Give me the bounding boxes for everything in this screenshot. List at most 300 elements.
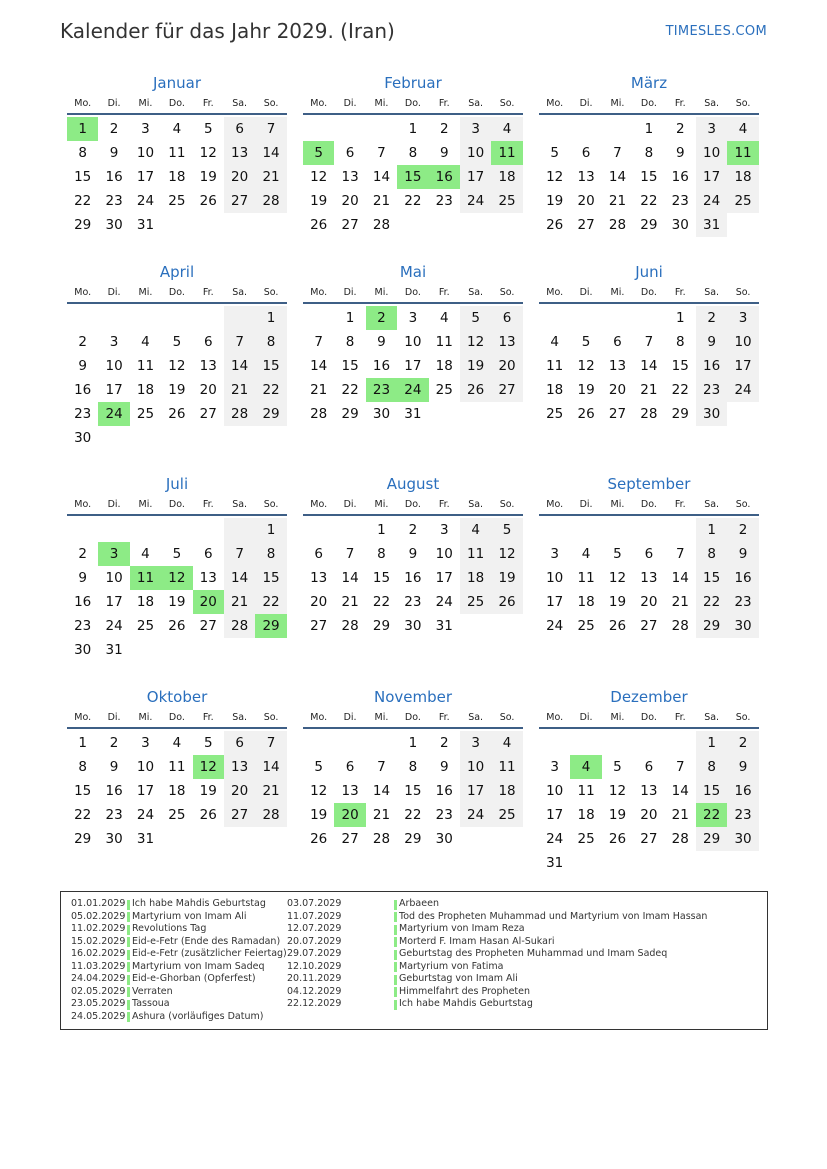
empty-cell <box>602 518 633 542</box>
day-cell: 27 <box>199 618 217 634</box>
day-cell: 4 <box>439 310 449 326</box>
day-cell: 21 <box>224 378 255 402</box>
day-cell: 30 <box>74 642 92 658</box>
day-grid <box>539 306 759 426</box>
holiday-day-cell: 29 <box>255 614 286 638</box>
day-cell: 5 <box>172 546 182 562</box>
day-cell: 20 <box>341 193 359 209</box>
day-cell: 28 <box>341 618 359 634</box>
empty-cell <box>193 518 224 542</box>
day-cell: 25 <box>136 406 155 422</box>
day-cell: 8 <box>408 759 418 775</box>
day-cell: 5 <box>203 735 213 751</box>
day-cell: 16 <box>727 566 758 590</box>
day-cell: 24 <box>136 807 155 823</box>
day-cell: 8 <box>675 334 685 350</box>
day-cell: 25 <box>491 189 522 213</box>
day-cell: 13 <box>341 169 359 185</box>
day-cell: 6 <box>581 145 591 161</box>
day-cell: 8 <box>408 145 418 161</box>
holiday-date: 04.12.2029 <box>287 985 342 997</box>
day-cell: 30 <box>74 430 92 446</box>
weekday-label: Sa. <box>468 287 484 298</box>
holiday-date: 29.07.2029 <box>287 948 342 959</box>
month-name: April <box>159 263 195 281</box>
weekday-label: Do. <box>640 287 657 298</box>
weekday-label: Di. <box>107 98 121 109</box>
weekday-label: Mi. <box>138 287 153 298</box>
day-cell: 12 <box>460 330 491 354</box>
holiday-date: 11.02.2029 <box>71 923 126 934</box>
day-cell: 30 <box>105 217 123 233</box>
day-cell: 24 <box>105 618 123 634</box>
day-cell: 16 <box>74 594 92 610</box>
day-cell: 24 <box>696 189 727 213</box>
month-april <box>67 262 287 450</box>
empty-cell <box>570 731 601 755</box>
weekday-header <box>67 282 287 304</box>
day-cell: 3 <box>550 759 559 775</box>
day-cell: 17 <box>727 354 758 378</box>
day-cell: 4 <box>491 731 522 755</box>
weekday-header <box>303 93 523 115</box>
day-cell: 24 <box>460 189 491 213</box>
day-cell: 11 <box>435 334 453 350</box>
day-cell: 8 <box>345 334 355 350</box>
day-cell: 12 <box>546 169 564 185</box>
day-cell: 31 <box>435 618 453 634</box>
weekday-header <box>539 707 759 729</box>
weekday-label: Mo. <box>310 712 328 723</box>
day-cell: 28 <box>671 618 689 634</box>
day-cell: 5 <box>203 121 213 137</box>
holiday-name: Arbaeen <box>399 898 439 909</box>
day-cell: 2 <box>78 334 87 350</box>
day-cell: 6 <box>203 334 213 350</box>
day-cell: 5 <box>613 546 622 562</box>
day-cell: 13 <box>224 141 255 165</box>
weekday-label: Mo. <box>74 287 92 298</box>
day-cell: 18 <box>546 382 564 398</box>
day-cell: 31 <box>105 642 123 658</box>
holiday-name: Eid-e-Ghorban (Opferfest) <box>132 973 256 984</box>
day-cell: 4 <box>550 334 559 350</box>
day-cell: 21 <box>608 193 627 209</box>
day-cell: 23 <box>727 590 758 614</box>
day-cell: 28 <box>671 831 689 847</box>
holiday-name: Tassoua <box>132 998 170 1009</box>
weekday-label: Fr. <box>674 499 686 510</box>
day-cell: 7 <box>377 145 386 161</box>
weekday-label: So. <box>735 287 751 298</box>
weekday-label: So. <box>263 712 279 723</box>
day-cell: 23 <box>671 193 689 209</box>
weekday-label: Do. <box>404 712 421 723</box>
holiday-name: Ich habe Mahdis Geburtstag <box>399 998 533 1009</box>
day-cell: 26 <box>310 217 328 233</box>
empty-cell <box>161 518 192 542</box>
day-cell: 28 <box>255 189 286 213</box>
weekday-label: Fr. <box>202 98 214 109</box>
holiday-date: 12.10.2029 <box>287 960 342 972</box>
day-cell: 19 <box>168 382 186 398</box>
day-cell: 27 <box>310 618 328 634</box>
day-cell: 17 <box>460 165 491 189</box>
day-cell: 15 <box>255 566 286 590</box>
holiday-marker <box>394 987 397 997</box>
weekday-label: Mo. <box>310 98 328 109</box>
day-cell: 28 <box>608 217 627 233</box>
holiday-marker <box>394 937 397 947</box>
day-cell: 29 <box>671 406 689 422</box>
month-juni <box>539 262 759 426</box>
empty-cell <box>539 731 570 755</box>
weekday-label: Fr. <box>674 287 686 298</box>
empty-cell <box>539 117 570 141</box>
day-cell: 12 <box>310 169 328 185</box>
day-cell: 7 <box>675 759 685 775</box>
weekday-label: Mo. <box>74 499 92 510</box>
day-cell: 11 <box>136 358 155 374</box>
holiday-name: Himmelfahrt des Propheten <box>399 985 531 997</box>
day-cell: 25 <box>491 803 522 827</box>
weekday-label: Di. <box>343 287 357 298</box>
day-grid <box>67 306 287 450</box>
day-cell: 7 <box>255 731 286 755</box>
holiday-marker <box>394 925 397 935</box>
day-cell: 28 <box>255 803 286 827</box>
holiday-date: 11.03.2029 <box>71 960 126 972</box>
day-cell: 21 <box>255 165 286 189</box>
day-cell: 20 <box>608 382 627 398</box>
day-cell: 10 <box>105 570 123 586</box>
empty-cell <box>67 306 98 330</box>
weekday-label: Di. <box>107 499 121 510</box>
day-cell: 5 <box>613 759 622 775</box>
day-cell: 2 <box>78 546 87 562</box>
day-cell: 3 <box>460 117 491 141</box>
holiday-marker <box>394 1000 397 1010</box>
day-grid <box>67 731 287 851</box>
day-cell: 9 <box>439 145 449 161</box>
day-cell: 14 <box>372 169 391 185</box>
holiday-day-cell: 23 <box>366 378 397 402</box>
day-cell: 16 <box>696 354 727 378</box>
day-cell: 1 <box>345 310 355 326</box>
month-name: Juni <box>635 263 663 281</box>
day-cell: 6 <box>224 117 255 141</box>
brand-link[interactable]: TIMESLES.COM <box>665 24 767 39</box>
month-august <box>303 474 523 638</box>
month-juli <box>67 474 287 662</box>
day-cell: 6 <box>644 546 654 562</box>
day-cell: 19 <box>546 193 564 209</box>
day-cell: 18 <box>491 779 522 803</box>
weekday-label: Mi. <box>374 712 389 723</box>
day-cell: 24 <box>546 831 564 847</box>
day-cell: 9 <box>109 759 119 775</box>
day-cell: 9 <box>377 334 386 350</box>
day-cell: 3 <box>727 306 758 330</box>
day-cell: 25 <box>577 618 595 634</box>
day-cell: 2 <box>439 121 449 137</box>
day-cell: 2 <box>439 735 449 751</box>
weekday-label: Mo. <box>546 287 564 298</box>
day-cell: 17 <box>136 169 155 185</box>
day-cell: 23 <box>435 193 453 209</box>
day-cell: 13 <box>341 783 359 799</box>
day-cell: 18 <box>460 566 491 590</box>
day-cell: 3 <box>460 731 491 755</box>
day-cell: 9 <box>675 145 685 161</box>
day-cell: 12 <box>491 542 522 566</box>
day-cell: 29 <box>372 618 391 634</box>
weekday-label: Mi. <box>374 499 389 510</box>
day-cell: 14 <box>608 169 627 185</box>
weekday-label: Di. <box>579 499 593 510</box>
day-cell: 29 <box>696 827 727 851</box>
empty-cell <box>366 117 397 141</box>
day-cell: 22 <box>696 590 727 614</box>
day-cell: 14 <box>341 570 359 586</box>
holiday-day-cell: 11 <box>491 141 522 165</box>
month-name: Dezember <box>610 688 688 706</box>
day-cell: 31 <box>546 855 564 871</box>
weekday-label: Mo. <box>310 499 328 510</box>
day-cell: 12 <box>310 783 328 799</box>
day-cell: 29 <box>696 614 727 638</box>
weekday-label: So. <box>499 98 515 109</box>
holiday-date: 20.07.2029 <box>287 935 342 947</box>
day-cell: 4 <box>727 117 758 141</box>
weekday-label: Sa. <box>704 287 720 298</box>
day-grid <box>303 518 523 638</box>
holiday-marker <box>127 912 130 922</box>
day-cell: 30 <box>727 827 758 851</box>
day-cell: 28 <box>310 406 328 422</box>
day-cell: 27 <box>640 831 658 847</box>
month-name: September <box>607 475 691 493</box>
day-cell: 10 <box>404 334 422 350</box>
weekday-label: Mi. <box>610 499 625 510</box>
weekday-label: Di. <box>107 712 121 723</box>
day-cell: 15 <box>74 169 92 185</box>
weekday-label: Do. <box>404 499 421 510</box>
weekday-label: So. <box>263 287 279 298</box>
day-cell: 13 <box>577 169 595 185</box>
day-cell: 18 <box>435 358 453 374</box>
day-cell: 1 <box>78 735 87 751</box>
day-cell: 20 <box>491 354 522 378</box>
day-cell: 24 <box>136 193 155 209</box>
empty-cell <box>193 306 224 330</box>
weekday-label: Do. <box>640 712 657 723</box>
holiday-name: Eid-e-Fetr (Ende des Ramadan) <box>132 935 281 947</box>
holiday-date: 16.02.2029 <box>71 948 126 959</box>
day-cell: 17 <box>546 807 564 823</box>
empty-cell <box>570 306 601 330</box>
day-cell: 4 <box>460 518 491 542</box>
day-cell: 2 <box>675 121 685 137</box>
day-cell: 25 <box>168 193 186 209</box>
day-cell: 2 <box>109 735 119 751</box>
day-cell: 8 <box>255 330 286 354</box>
day-cell: 15 <box>372 570 391 586</box>
day-cell: 14 <box>255 141 286 165</box>
holiday-date: 02.05.2029 <box>71 985 126 997</box>
day-cell: 21 <box>224 590 255 614</box>
day-grid <box>539 518 759 638</box>
day-cell: 29 <box>74 831 92 847</box>
day-cell: 23 <box>696 378 727 402</box>
weekday-label: Fr. <box>674 98 686 109</box>
day-cell: 8 <box>696 542 727 566</box>
day-cell: 25 <box>435 382 453 398</box>
day-cell: 23 <box>105 807 123 823</box>
weekday-label: Mo. <box>74 98 92 109</box>
day-cell: 23 <box>74 618 92 634</box>
weekday-label: Di. <box>579 712 593 723</box>
empty-cell <box>633 731 664 755</box>
weekday-label: So. <box>735 712 751 723</box>
holiday-name: Geburtstag des Propheten Muhammad und Imam Sadeq <box>399 948 668 959</box>
weekday-label: Fr. <box>438 287 450 298</box>
day-cell: 12 <box>577 358 595 374</box>
day-cell: 4 <box>172 735 182 751</box>
day-cell: 5 <box>314 759 323 775</box>
day-cell: 4 <box>141 334 150 350</box>
day-cell: 6 <box>224 731 255 755</box>
day-cell: 18 <box>136 594 155 610</box>
day-cell: 19 <box>608 594 627 610</box>
day-cell: 16 <box>727 779 758 803</box>
day-cell: 20 <box>224 165 255 189</box>
empty-cell <box>633 306 664 330</box>
day-grid <box>539 731 759 875</box>
day-cell: 19 <box>577 382 595 398</box>
empty-cell <box>665 518 696 542</box>
holiday-marker <box>394 950 397 960</box>
day-cell: 14 <box>224 354 255 378</box>
weekday-header <box>539 282 759 304</box>
day-cell: 19 <box>310 807 328 823</box>
weekday-label: So. <box>263 499 279 510</box>
empty-cell <box>334 518 365 542</box>
holiday-day-cell: 1 <box>67 117 98 141</box>
day-cell: 26 <box>608 618 627 634</box>
day-cell: 1 <box>377 522 386 538</box>
empty-cell <box>67 518 98 542</box>
empty-cell <box>98 306 129 330</box>
day-cell: 2 <box>727 731 758 755</box>
day-grid <box>303 306 523 426</box>
day-cell: 16 <box>671 169 689 185</box>
day-cell: 26 <box>460 378 491 402</box>
day-cell: 21 <box>671 594 689 610</box>
day-grid <box>303 117 523 237</box>
holiday-day-cell: 12 <box>193 755 224 779</box>
day-cell: 23 <box>404 594 422 610</box>
day-cell: 18 <box>577 807 595 823</box>
day-cell: 30 <box>671 217 689 233</box>
day-cell: 25 <box>727 189 758 213</box>
weekday-label: So. <box>735 499 751 510</box>
day-cell: 30 <box>372 406 391 422</box>
day-cell: 3 <box>109 334 119 350</box>
day-cell: 26 <box>199 193 217 209</box>
day-cell: 14 <box>671 783 689 799</box>
holiday-day-cell: 12 <box>161 566 192 590</box>
day-cell: 27 <box>608 406 627 422</box>
day-cell: 15 <box>696 779 727 803</box>
day-cell: 10 <box>546 570 564 586</box>
empty-cell <box>602 731 633 755</box>
holiday-list <box>60 891 768 1030</box>
day-cell: 26 <box>310 831 328 847</box>
day-cell: 6 <box>345 145 355 161</box>
day-cell: 31 <box>696 213 727 237</box>
page-title: Kalender für das Jahr 2029. (Iran) <box>60 19 395 43</box>
day-cell: 24 <box>460 803 491 827</box>
day-cell: 10 <box>460 755 491 779</box>
weekday-label: Mi. <box>610 98 625 109</box>
day-cell: 9 <box>78 570 87 586</box>
empty-cell <box>98 518 129 542</box>
day-cell: 17 <box>404 358 422 374</box>
holiday-marker <box>127 900 130 910</box>
weekday-label: Mo. <box>74 712 92 723</box>
holiday-name: Tod des Propheten Muhammad und Martyrium von Imam Hassan <box>399 910 708 922</box>
day-cell: 13 <box>640 570 658 586</box>
weekday-label: Do. <box>404 287 421 298</box>
weekday-label: Di. <box>343 712 357 723</box>
weekday-label: Mi. <box>374 287 389 298</box>
weekday-label: Mi. <box>138 499 153 510</box>
day-cell: 9 <box>408 546 418 562</box>
day-cell: 16 <box>74 382 92 398</box>
holiday-day-cell: 22 <box>696 803 727 827</box>
weekday-label: Mi. <box>610 287 625 298</box>
day-cell: 25 <box>168 807 186 823</box>
day-cell: 7 <box>345 546 355 562</box>
day-cell: 6 <box>491 306 522 330</box>
day-cell: 14 <box>372 783 391 799</box>
day-cell: 10 <box>546 783 564 799</box>
month-februar <box>303 73 523 237</box>
day-cell: 21 <box>310 382 328 398</box>
holiday-day-cell: 16 <box>429 165 460 189</box>
holiday-marker <box>127 1012 130 1022</box>
day-cell: 4 <box>141 546 150 562</box>
day-cell: 19 <box>491 566 522 590</box>
weekday-label: Do. <box>168 287 185 298</box>
day-cell: 19 <box>199 783 217 799</box>
day-cell: 17 <box>105 382 123 398</box>
day-cell: 24 <box>546 618 564 634</box>
weekday-header <box>539 93 759 115</box>
day-cell: 19 <box>460 354 491 378</box>
weekday-label: Mo. <box>310 287 328 298</box>
day-cell: 15 <box>404 783 422 799</box>
weekday-header <box>67 707 287 729</box>
day-cell: 1 <box>675 310 685 326</box>
holiday-marker <box>127 962 130 972</box>
day-cell: 26 <box>199 807 217 823</box>
day-cell: 11 <box>168 759 186 775</box>
empty-cell <box>366 731 397 755</box>
holiday-day-cell: 20 <box>334 803 365 827</box>
day-cell: 29 <box>74 217 92 233</box>
